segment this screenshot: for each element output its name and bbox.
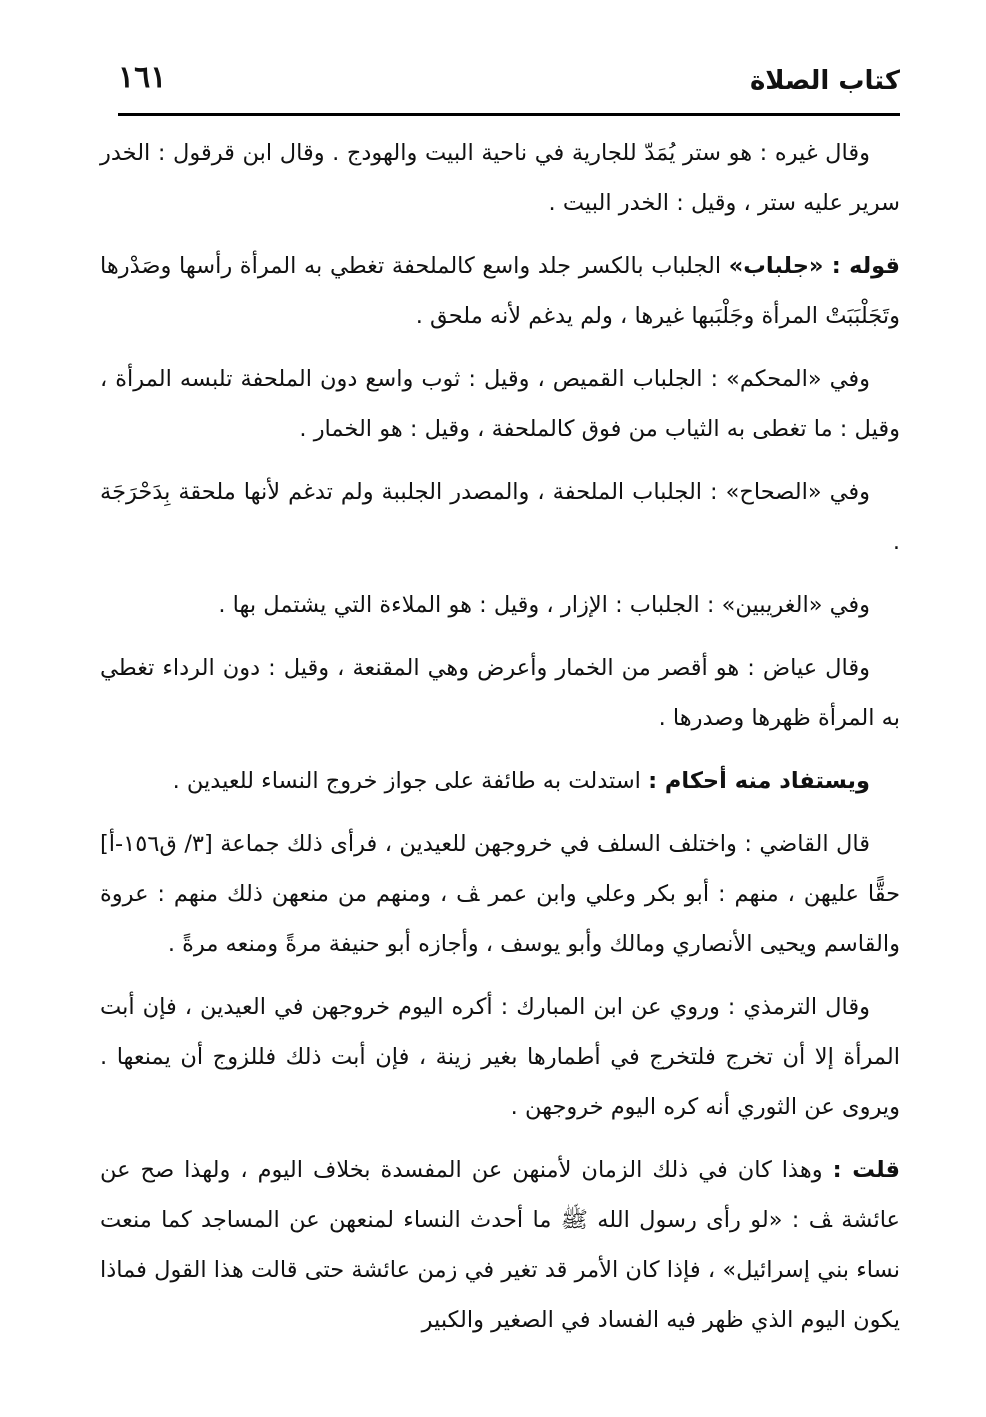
page-number: ١٦١ xyxy=(118,60,167,95)
paragraph-text: الجلباب بالكسر جلد واسع كالملحفة تغطي به المرأة رأسها وصَدْرها وتَجَلْبَبَتْ المرأة وجَلْبَبها غيرها ، ولم يدغم لأنه ملحق . xyxy=(100,253,900,329)
paragraph-10 xyxy=(100,1145,900,1345)
paragraph-1 xyxy=(100,128,900,228)
paragraph-lead: قوله : «جلباب» xyxy=(728,253,900,279)
paragraph-8 xyxy=(100,819,900,969)
running-title: كتاب الصلاة xyxy=(749,66,900,96)
page-header xyxy=(118,58,900,108)
paragraph-text: وفي «المحكم» : الجلباب القميص ، وقيل : ثوب واسع دون الملحفة تلبسه المرأة ، وقيل : ما تغطى به الثياب من فوق كالملحفة ، وقيل : هو الخمار . xyxy=(100,366,900,442)
paragraph-2 xyxy=(100,241,900,341)
paragraph-9 xyxy=(100,982,900,1132)
paragraph-5 xyxy=(100,580,900,630)
paragraph-6 xyxy=(100,643,900,743)
paragraph-text: استدلت به طائفة على جواز خروج النساء للعيدين . xyxy=(172,768,649,794)
header-divider xyxy=(118,113,900,116)
paragraph-text: وفي «الصحاح» : الجلباب الملحفة ، والمصدر الجلببة ولم تدغم لأنها ملحقة بِدَحْرَجَة . xyxy=(100,479,900,555)
paragraph-lead: قلت : xyxy=(832,1157,900,1183)
body-text xyxy=(100,128,900,1358)
paragraph-4 xyxy=(100,467,900,567)
paragraph-lead: ويستفاد منه أحكام : xyxy=(648,768,870,794)
paragraph-text: وقال غيره : هو ستر يُمَدّ للجارية في ناحية البيت والهودج . وقال ابن قرقول : الخدر سرير عليه ستر ، وقيل : الخدر البيت . xyxy=(100,140,900,216)
paragraph-text: وهذا كان في ذلك الزمان لأمنهن عن المفسدة بخلاف اليوم ، ولهذا صح عن عائشة ﭫ : «لو رأى رسول الله ﷺ ما أحدث النساء لمنعهن عن المساجد كما منعت نساء بني إسرائيل» ، فإذا كان الأمر قد تغير في زمن عائشة حتى قالت هذا القول فماذا يكون اليوم الذي ظهر فيه الفساد في الصغير والكبير xyxy=(100,1157,900,1333)
paragraph-text: وقال الترمذي : وروي عن ابن المبارك : أكره اليوم خروجهن في العيدين ، فإن أبت المرأة إلا أن تخرج فلتخرج في أطمارها بغير زينة ، فإن أبت ذلك فللزوج أن يمنعها . ويروى عن الثوري أنه كره اليوم خروجهن . xyxy=(100,994,900,1120)
paragraph-text: وفي «الغريبين» : الجلباب : الإزار ، وقيل : هو الملاءة التي يشتمل بها . xyxy=(218,592,870,618)
paragraph-text: وقال عياض : هو أقصر من الخمار وأعرض وهي المقنعة ، وقيل : دون الرداء تغطي به المرأة ظهرها وصدرها . xyxy=(100,655,900,731)
paragraph-3 xyxy=(100,354,900,454)
paragraph-7 xyxy=(100,756,900,806)
paragraph-text: قال القاضي : واختلف السلف في خروجهن للعيدين ، فرأى ذلك جماعة [٣/ ق١٥٦-أ] حقًّا عليهن ، منهم : أبو بكر وعلي وابن عمر ﭫ ، ومنهم من منعهن ذلك منهم : عروة والقاسم ويحيى الأنصاري ومالك وأبو يوسف ، وأجازه أبو حنيفة مرةً ومنعه مرةً . xyxy=(100,831,900,957)
